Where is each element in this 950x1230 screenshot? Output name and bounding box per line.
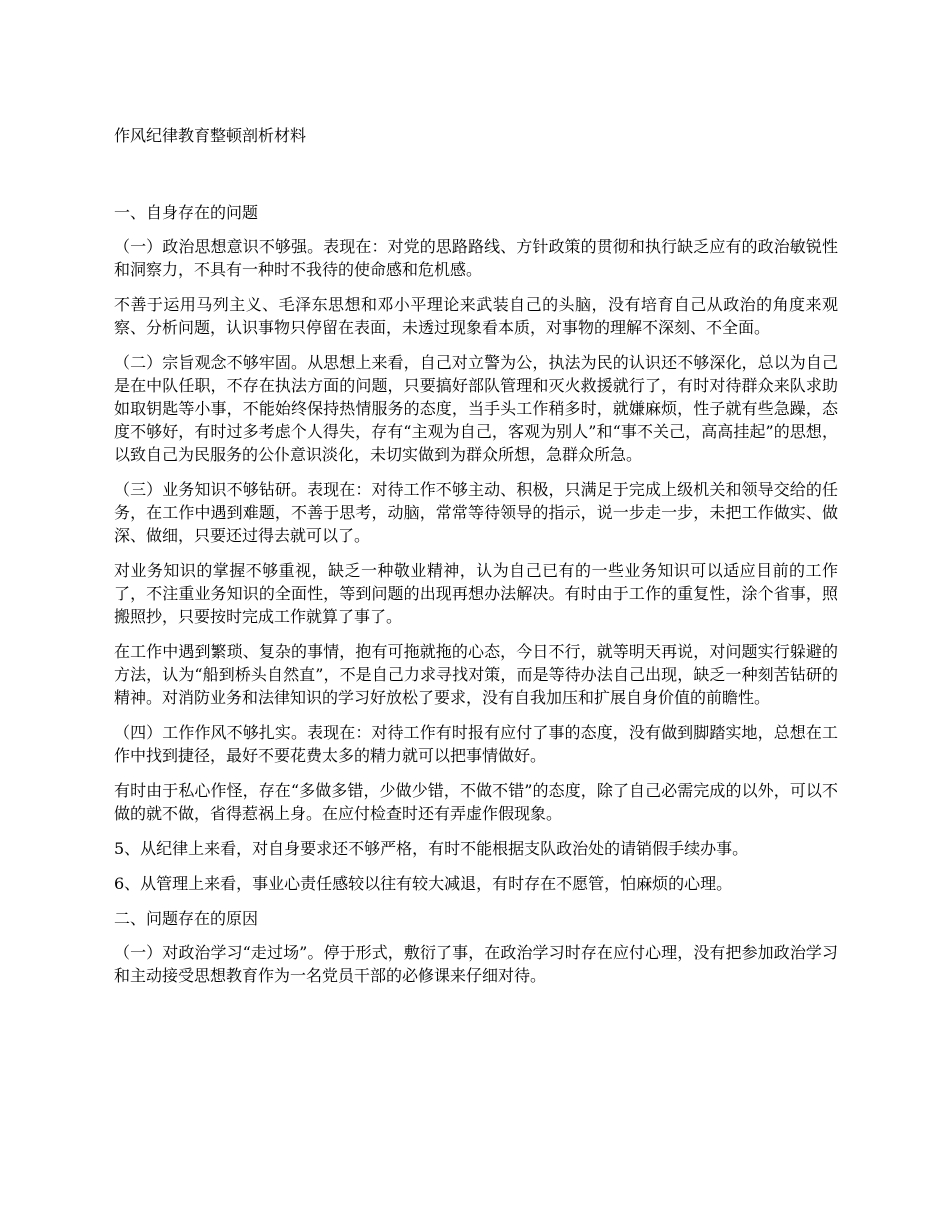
- paragraph-management: 6、从管理上来看，事业心责任感较以往有较大减退，有时存在不愿管，怕麻烦的心理。: [114, 874, 733, 893]
- paragraph-political-study: （一）对政治学习“走过场”。停于形式，敷衍了事，在政治学习时存在应付心理，没有把参加政治学习和主动接受思想教育作为一名党员干部的必修课来仔细对待。: [114, 943, 838, 985]
- paragraph-theory-study: 不善于运用马列主义、毛泽东思想和邓小平理论来武装自己的头脑，没有培育自己从政治的角度来观察、分析问题，认识事物只停留在表面，未透过现象看本质，对事物的理解不深刻、不全面。: [114, 295, 838, 337]
- paragraph-complex-matters: 在工作中遇到繁琐、复杂的事情，抱有可拖就拖的心态，今日不行，就等明天再说，对问题实行躲避的方法，认为“船到桥头自然直”，不是自己力求寻找对策，而是等待办法自己出现，缺乏一种刻苦钻研的精神。对消防业务和法律知识的学习好放松了要求，没有自我加压和扩展自身价值的前瞻性。: [114, 642, 838, 707]
- paragraph-discipline: 5、从纪律上来看，对自身要求还不够严格，有时不能根据支队政治处的请销假手续办事。: [114, 839, 749, 858]
- paragraph-political-awareness: （一）政治思想意识不够强。表现在：对党的思路路线、方针政策的贯彻和执行缺乏应有的政治敏锐性和洞察力，不具有一种时不我待的使命感和危机感。: [114, 237, 838, 279]
- paragraph-selfish-attitude: 有时由于私心作怪，存在“多做多错，少做少错，不做不错”的态度，除了自己必需完成的以外，可以不做的就不做，省得惹祸上身。在应付检查时还有弄虚作假现象。: [114, 781, 838, 823]
- document-title: 作风纪律教育整顿剖析材料: [114, 126, 307, 145]
- section-heading-problems: 一、自身存在的问题: [114, 203, 259, 222]
- paragraph-professional-knowledge: （三）业务知识不够钻研。表现在：对待工作不够主动、积极，只满足于完成上级机关和领导交给的任务，在工作中遇到难题，不善于思考，动脑，常常等待领导的指示，说一步走一步，未把工作做实、做深、做细，只要还过得去就可以了。: [114, 480, 838, 545]
- section-heading-causes: 二、问题存在的原因: [114, 909, 259, 928]
- paragraph-knowledge-mastery: 对业务知识的掌握不够重视，缺乏一种敬业精神，认为自己已有的一些业务知识可以适应目前的工作了，不注重业务知识的全面性，等到问题的出现再想办法解决。有时由于工作的重复性，涂个省事，照搬照抄，只要按时完成工作就算了事了。: [114, 561, 838, 626]
- paragraph-work-style: （四）工作作风不够扎实。表现在：对待工作有时报有应付了事的态度，没有做到脚踏实地，总想在工作中找到捷径，最好不要花费太多的精力就可以把事情做好。: [114, 723, 838, 765]
- document-body: [114, 124, 838, 999]
- paragraph-service-purpose: （二）宗旨观念不够牢固。从思想上来看，自己对立警为公，执法为民的认识还不够深化，总以为自己是在中队任职，不存在执法方面的问题，只要搞好部队管理和灭火救援就行了，有时对待群众来队求助如取钥匙等小事，不能始终保持热情服务的态度，当手头工作稍多时，就嫌麻烦，性子就有些急躁，态度不够好，有时过多考虑个人得失，存有“主观为自己，客观为别人”和“事不关己，高高挂起”的思想，以致自己为民服务的公仆意识淡化，未切实做到为群众所想，急群众所急。: [114, 353, 838, 464]
